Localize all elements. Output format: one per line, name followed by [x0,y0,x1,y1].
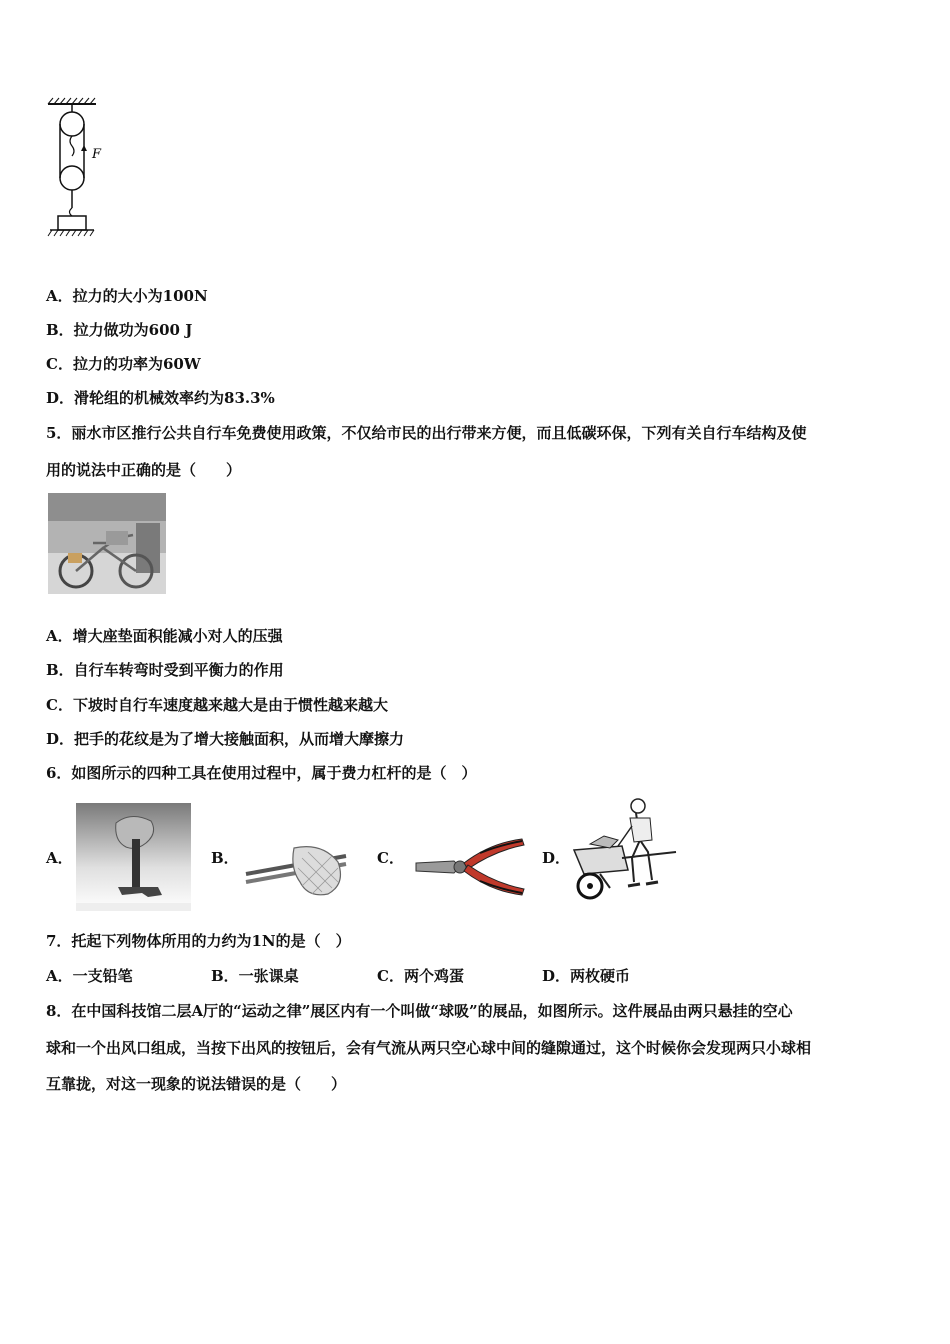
q6-option-a-label: A． [46,849,73,867]
q4-option-a: A．拉力的大小为100N [46,287,208,305]
q6-stem: 6．如图所示的四种工具在使用过程中，属于费力杠杆的是（ ） [46,764,477,782]
q6-option-b-label: B． [211,849,239,867]
q7-option-c: C．两个鸡蛋 [377,967,464,985]
q7-option-b: B．一张课桌 [211,967,299,985]
q5-option-b: B．自行车转弯时受到平衡力的作用 [46,661,284,679]
q8-stem-line2: 球和一个出风口组成，当按下出风的按钮后，会有气流从两只空心球中间的缝隙通过，这个时候你会发现两只小球相 [46,1039,812,1057]
q5-stem-line1: 5．丽水市区推行公共自行车免费使用政策，不仅给市民的出行带来方便，而且低碳环保，下列有关自行车结构及使 [46,424,807,442]
wheelbarrow-image [570,796,685,908]
q8-stem-line3: 互靠拢，对这一现象的说法错误的是（ ） [46,1075,347,1093]
q6-option-d-label: D． [542,849,571,867]
force-label: F [92,147,102,162]
q5-option-a: A．增大座垫面积能减小对人的压强 [46,627,283,645]
q7-option-d: D．两枚硬币 [542,967,631,985]
q6-option-c-label: C． [377,849,404,867]
q4-option-b: B．拉力做功为600 J [46,321,193,339]
q4-option-c: C．拉力的功率为60W [46,355,201,373]
q7-stem: 7．托起下列物体所用的力约为1N的是（ ） [46,932,351,950]
bicycle-photo [48,493,166,594]
q5-stem-line2: 用的说法中正确的是（ ） [46,461,242,479]
tweezers-image [242,838,352,900]
hammer-image [76,803,191,911]
q4-option-d: D．滑轮组的机械效率约为83.3% [46,389,275,407]
q7-option-a: A．一支铅笔 [46,967,133,985]
q8-stem-line1: 8．在中国科技馆二层A厅的“运动之律”展区内有一个叫做“球吸”的展品，如图所示。这件展品由两只悬挂的空心 [46,1002,793,1020]
pulley-diagram [40,96,110,251]
q5-option-c: C．下坡时自行车速度越来越大是由于惯性越来越大 [46,696,388,714]
q5-option-d: D．把手的花纹是为了增大接触面积，从而增大摩擦力 [46,730,405,748]
pliers-image [410,833,528,903]
